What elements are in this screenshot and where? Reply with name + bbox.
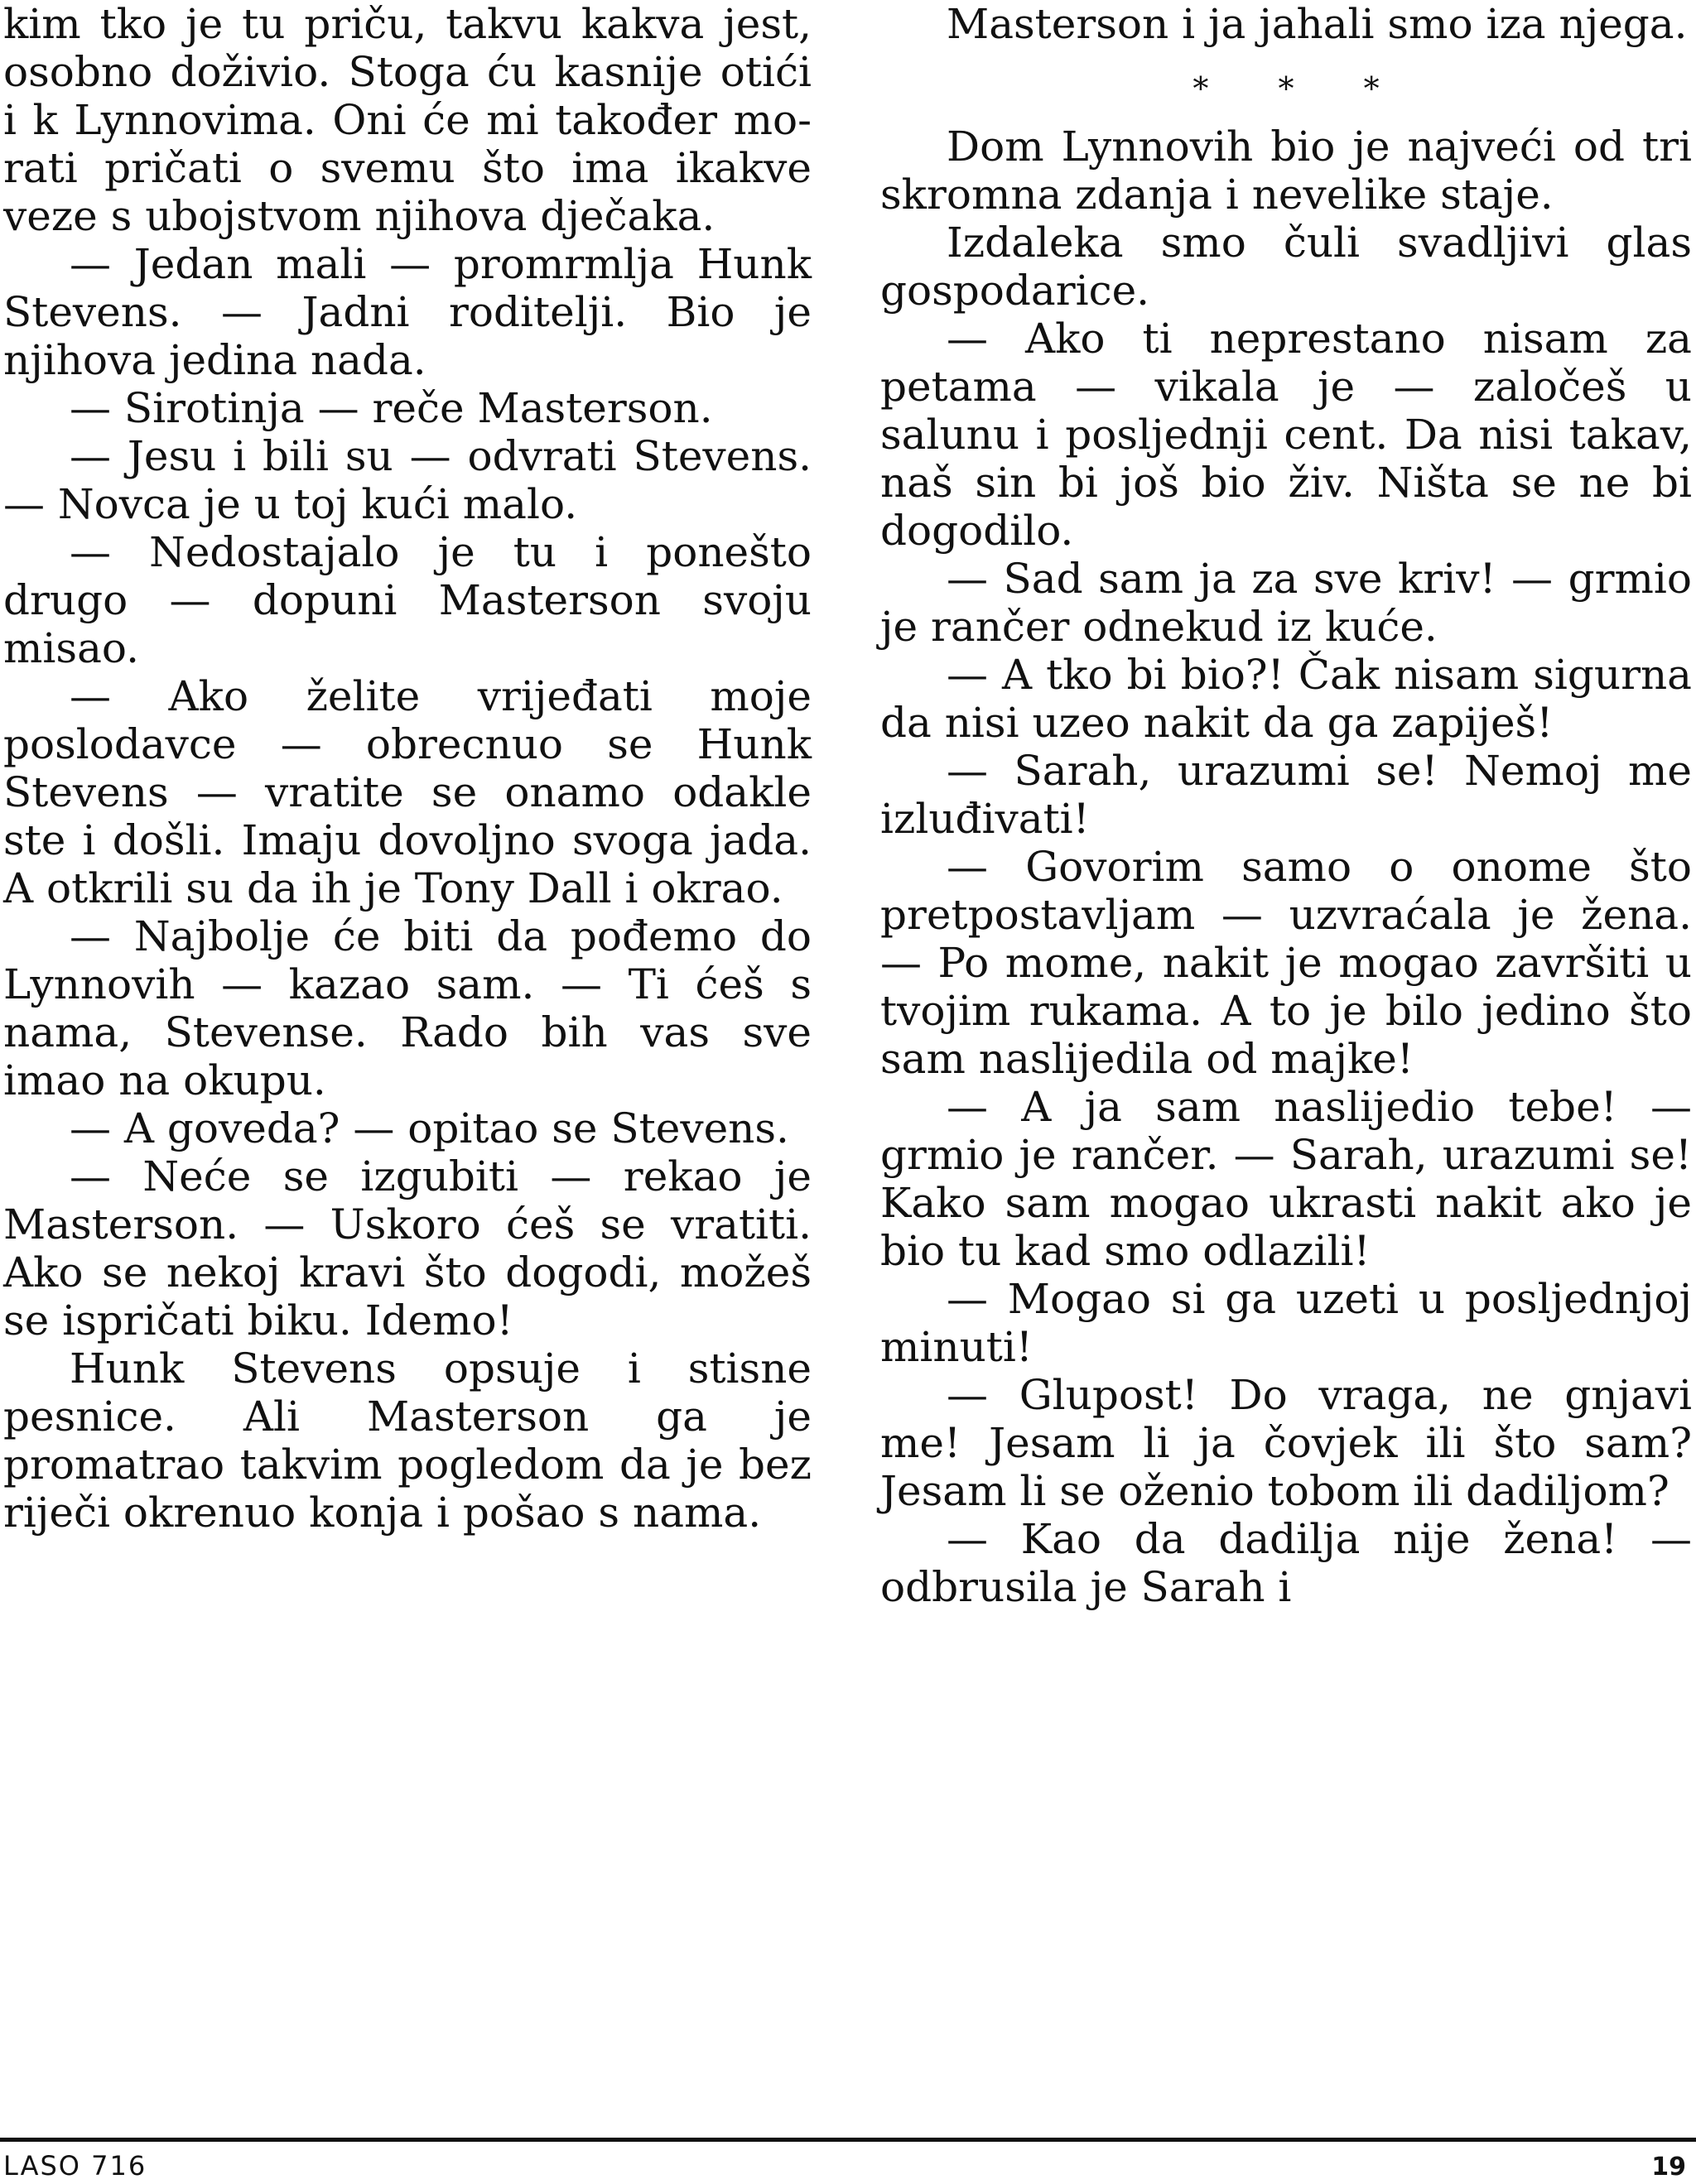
paragraph: Dom Lynnovih bio je najveći od tri skromna zdanja i nevelike staje.: [880, 123, 1692, 219]
paragraph: Masterson i ja jahali smo iza njega.: [947, 0, 1688, 48]
paragraph: — Nedostajalo je tu i ponešto drugo — dopuni Masterson svoju misao.: [3, 528, 812, 672]
page-number: 19: [1651, 2153, 1686, 2182]
paragraph: — Glupost! Do vraga, ne gnjavi me! Jesam li ja čovjek ili što sam? Jesam li se oženio tobom ili dadiljom?: [880, 1371, 1692, 1515]
paragraph: — Sarah, urazumi se! Nemoj me izluđivati!: [880, 747, 1692, 843]
paragraph: — Mogao si ga uzeti u posljednjoj minuti!: [880, 1275, 1692, 1371]
paragraph: Hunk Stevens opsuje i stisne pesnice. Ali Masterson ga je promatrao takvim pogledom da je bez riječi okrenuo konja i pošao s nama.: [3, 1345, 812, 1537]
paragraph: — Sad sam ja za sve kriv! — grmio je rančer odnekud iz kuće.: [880, 555, 1692, 651]
paragraph: — Sirotinja — reče Masterson.: [70, 384, 713, 432]
paragraph: — Neće se izgubiti — rekao je Masterson. — Uskoro ćeš se vratiti. Ako se nekoj kravi što dogodi, možeš se ispričati biku. Idemo!: [3, 1152, 812, 1345]
footer-rule: [0, 2138, 1696, 2142]
paragraph: — Jedan mali — promrmlja Hunk Stevens. — Jadni roditelji. Bio je njihova jedina nada.: [3, 240, 812, 384]
paragraph: — Najbolje će biti da pođemo do Lynnovih — kazao sam. — Ti ćeš s nama, Stevense. Rado bih vas sve imao na okupu.: [3, 912, 812, 1104]
section-break: * * *: [1192, 70, 1409, 107]
paragraph: — Govorim samo o onome što pretpostavljam — uzvraćala je žena. — Po mome, nakit je mogao završiti u tvojim rukama. A to je bilo jedino što sam naslijedila od majke!: [880, 843, 1692, 1083]
paragraph: — Ako želite vrijeđati moje poslodavce — obrecnuo se Hunk Stevens — vratite se onamo odakle ste i došli. Imaju dovoljno svoga jada. A otkrili su da ih je Tony Dall i okrao.: [3, 672, 812, 912]
paragraph: — A tko bi bio?! Čak nisam sigurna da nisi uzeo nakit da ga zapiješ!: [880, 651, 1692, 747]
paragraph: — Jesu i bili su — odvrati Stevens. — Novca je u toj kući malo.: [3, 432, 812, 528]
paragraph: kim tko je tu priču, takvu kakva jest, osobno doživio. Stoga ću kasnije otići i k Lynnovima. Oni će mi također morati pričati o svemu što ima ikakve veze s ubojstvom njihova dječaka.: [3, 0, 812, 240]
paragraph: — Kao da dadilja nije žena! — odbrusila je Sarah i: [880, 1515, 1692, 1611]
left-text-column: [3, 0, 812, 1537]
paragraph: — Ako ti neprestano nisam za petama — vikala je — zaločeš u salunu i posljednji cent. Da nisi takav, naš sin bi još bio živ. Ništa se ne bi dogodilo.: [880, 315, 1692, 555]
paragraph: Izdaleka smo čuli svadljivi glas gospodarice.: [880, 219, 1692, 315]
paragraph: — A goveda? — opitao se Stevens.: [70, 1104, 789, 1152]
right-text-column: [880, 0, 1692, 1611]
paragraph: — A ja sam naslijedio tebe! — grmio je rančer. — Sarah, urazumi se! Kako sam mogao ukrasti nakit ako je bio tu kad smo odlazili!: [880, 1083, 1692, 1275]
publication-label: LASO 716: [3, 2150, 147, 2182]
